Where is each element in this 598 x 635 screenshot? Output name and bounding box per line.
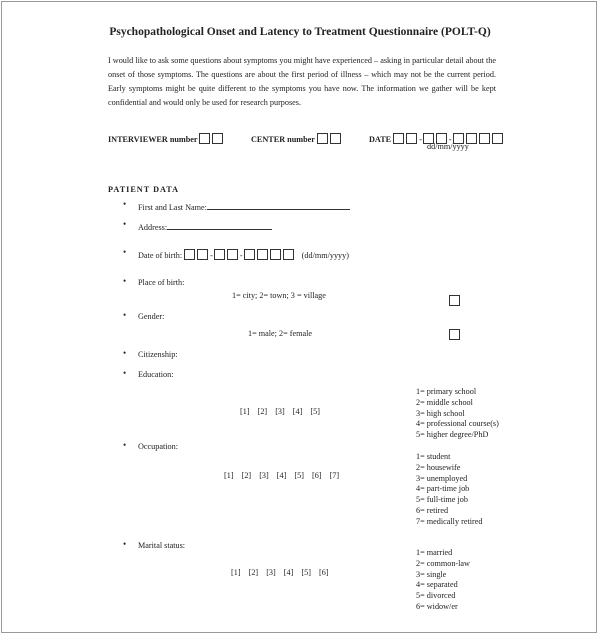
- date-digit-box[interactable]: [492, 133, 503, 144]
- occupation-option: 1= student: [416, 452, 451, 461]
- bullet: •: [123, 219, 127, 229]
- dob-format-hint: (dd/mm/yyyy): [301, 251, 349, 260]
- center-label: CENTER number: [251, 135, 315, 144]
- occupation-label: Occupation:: [138, 442, 179, 451]
- occupation-code[interactable]: [4]: [276, 471, 287, 480]
- bullet: •: [123, 539, 127, 549]
- occupation-option: 6= retired: [416, 505, 449, 515]
- dob-digit-box[interactable]: [270, 249, 281, 260]
- education-options-list: [416, 387, 499, 441]
- questionnaire-page: [1, 1, 597, 633]
- gender-options: 1= male; 2= female: [248, 329, 313, 338]
- bullet: •: [123, 348, 127, 358]
- marital-options-list: [416, 548, 470, 613]
- dob-field: Date of birth: - - (dd/mm/yyyy): [138, 251, 349, 260]
- education-code[interactable]: [2]: [257, 407, 268, 416]
- bullet: •: [123, 368, 127, 378]
- citizenship-label: Citizenship:: [138, 350, 178, 359]
- occupation-option: 7= medically retired: [416, 516, 483, 526]
- birthplace-label: Place of birth:: [138, 278, 185, 287]
- dob-digit-box[interactable]: [184, 249, 195, 260]
- marital-option: 6= widow/er: [416, 601, 458, 611]
- bullet: •: [123, 440, 127, 450]
- gender-checkbox[interactable]: [449, 329, 460, 340]
- gender-label: Gender:: [138, 312, 165, 321]
- marital-code[interactable]: [6]: [318, 568, 329, 577]
- dob-digit-box[interactable]: [227, 249, 238, 260]
- education-code[interactable]: [3]: [275, 407, 285, 416]
- occupation-code[interactable]: [2]: [241, 471, 252, 480]
- date-digit-box[interactable]: [393, 133, 404, 144]
- address-underline[interactable]: [167, 221, 272, 230]
- bullet: •: [123, 276, 127, 286]
- form-title: Psychopathological Onset and Latency to Treatment Questionnaire (POLT-Q): [109, 26, 491, 38]
- name-label: First and Last Name:: [138, 203, 207, 212]
- date-field: DATE - -: [369, 133, 505, 144]
- education-label: Education:: [138, 370, 174, 379]
- interviewer-digit-box[interactable]: [212, 133, 223, 144]
- name-field[interactable]: [138, 201, 350, 212]
- marital-code[interactable]: [2]: [248, 568, 259, 577]
- interviewer-digit-box[interactable]: [199, 133, 210, 144]
- marital-code[interactable]: [5]: [301, 568, 311, 577]
- center-digit-box[interactable]: [330, 133, 341, 144]
- occupation-code[interactable]: [1]: [224, 471, 234, 480]
- center-field: [251, 133, 343, 144]
- dob-digit-box[interactable]: [214, 249, 225, 260]
- marital-option: 5= divorced: [416, 591, 456, 601]
- dob-digit-box[interactable]: [244, 249, 255, 260]
- occupation-code[interactable]: [3]: [259, 471, 269, 480]
- intro-paragraph: I would like to ask some questions about symptoms you might have experienced – asking in particular detail about the onset of those symptoms. The questions are about the first period of illness – which may not be the current period. Early symptoms might be quite different to the symptoms you have now. The information we gather will be kept confidential and would only be used for research purposes.: [108, 56, 496, 107]
- education-code-row: [240, 407, 326, 416]
- education-code[interactable]: [5]: [310, 407, 320, 416]
- date-digit-box[interactable]: [406, 133, 417, 144]
- marital-option: 2= common-law: [416, 558, 470, 568]
- education-option: 5= higher degree/PhD: [416, 430, 489, 440]
- dob-digit-box[interactable]: [283, 249, 294, 260]
- birthplace-checkbox[interactable]: [449, 295, 460, 306]
- interviewer-field: [108, 133, 225, 144]
- dob-digit-box[interactable]: [257, 249, 268, 260]
- date-label: DATE: [369, 135, 392, 144]
- marital-label: Marital status:: [138, 541, 186, 550]
- occupation-option: 3= unemployed: [416, 473, 468, 483]
- marital-option: 3= single: [416, 569, 447, 579]
- education-option: 2= middle school: [416, 397, 473, 407]
- education-option: 4= professional course(s): [416, 419, 499, 429]
- dob-label: Date of birth:: [138, 251, 183, 260]
- marital-code[interactable]: [1]: [231, 568, 241, 577]
- birthplace-options: 1= city; 2= town; 3 = village: [232, 291, 326, 300]
- occupation-option: 4= part-time job: [416, 484, 470, 494]
- center-digit-box[interactable]: [317, 133, 328, 144]
- name-underline[interactable]: [207, 201, 350, 210]
- occupation-option: 2= housewife: [416, 462, 461, 472]
- address-field[interactable]: [138, 221, 272, 232]
- marital-option: 1= married: [416, 548, 453, 557]
- date-format-hint: dd/mm/yyyy: [427, 142, 469, 151]
- occupation-option: 5= full-time job: [416, 495, 468, 505]
- occupation-code[interactable]: [7]: [329, 471, 340, 480]
- address-label: Address:: [138, 223, 168, 232]
- bullet: •: [123, 199, 127, 209]
- education-option: 1= primary school: [416, 387, 477, 396]
- occupation-code[interactable]: [5]: [294, 471, 304, 480]
- marital-code[interactable]: [4]: [283, 568, 294, 577]
- marital-code-row: [231, 568, 335, 577]
- occupation-options-list: [416, 452, 482, 528]
- dob-digit-box[interactable]: [197, 249, 208, 260]
- patient-data-heading: PATIENT DATA: [108, 185, 180, 194]
- education-option: 3= high school: [416, 408, 465, 418]
- occupation-code[interactable]: [6]: [311, 471, 322, 480]
- marital-option: 4= separated: [416, 580, 458, 590]
- education-code[interactable]: [4]: [292, 407, 303, 416]
- bullet: •: [123, 310, 127, 320]
- interviewer-label: INTERVIEWER number: [108, 135, 198, 144]
- education-code[interactable]: [1]: [240, 407, 250, 416]
- date-digit-box[interactable]: [479, 133, 490, 144]
- occupation-code-row: [224, 471, 345, 480]
- marital-code[interactable]: [3]: [266, 568, 276, 577]
- bullet: •: [123, 247, 127, 257]
